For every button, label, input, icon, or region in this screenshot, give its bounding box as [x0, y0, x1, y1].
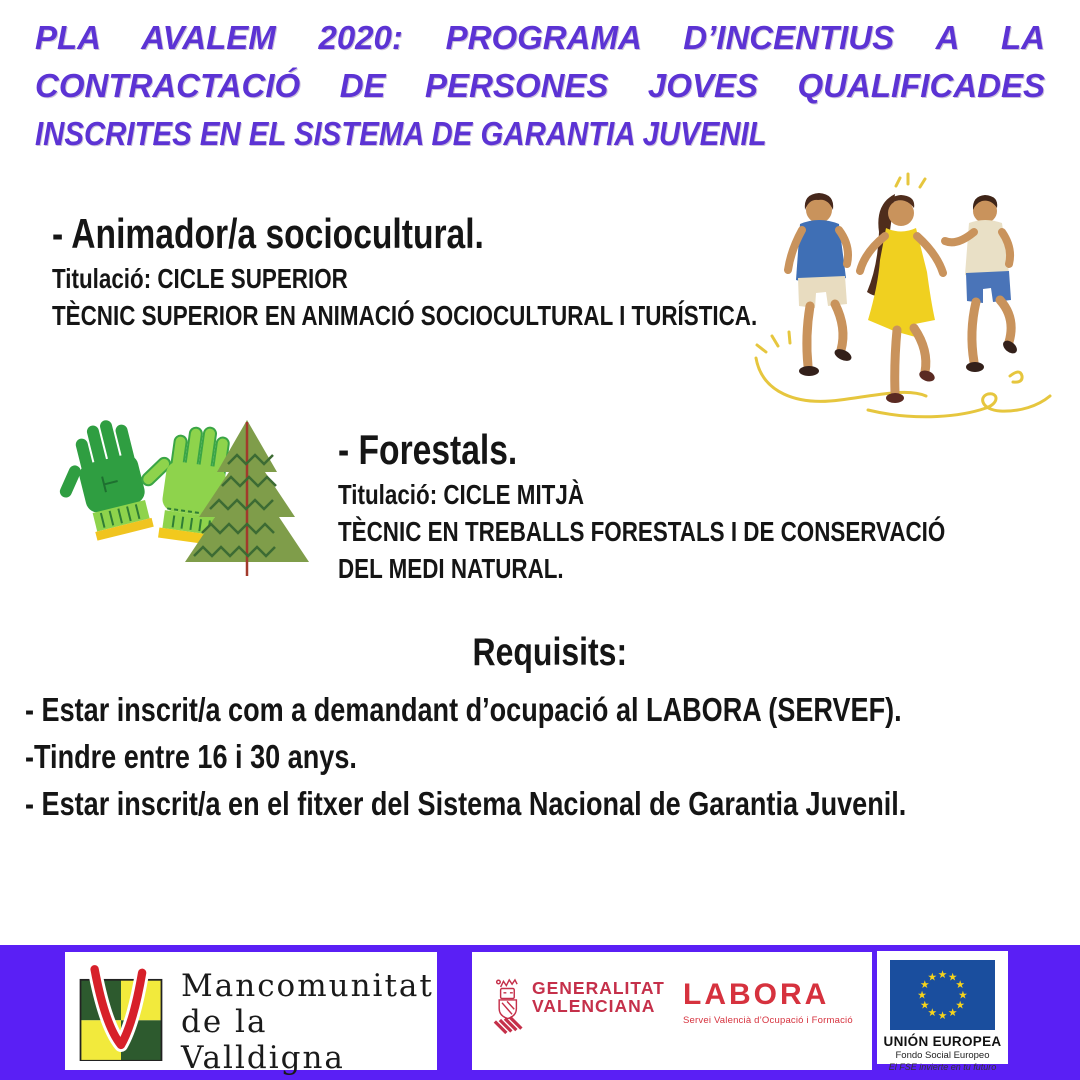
- svg-text:★: ★: [937, 1008, 948, 1022]
- requirement-item: - Estar inscrit/a en el fitxer del Sistema Nacional de Garantia Juvenil.: [25, 785, 907, 822]
- svg-text:★: ★: [927, 1006, 938, 1020]
- runner-right-icon: [945, 195, 1019, 372]
- svg-text:★: ★: [947, 970, 958, 984]
- mancomunitat-name-line: Valldigna: [181, 1040, 345, 1076]
- gloves-tree-illustration: [52, 412, 322, 580]
- labora-tagline: Servei Valencià d’Ocupació i Formació: [683, 1015, 853, 1026]
- eu-motto: El FSE invierte en tu futuro: [888, 1062, 997, 1072]
- glove-dark-icon: [52, 415, 154, 547]
- labora-logo: [683, 980, 853, 1026]
- eu-flag-icon: [889, 960, 996, 1030]
- requirement-item: -Tindre entre 16 i 30 anys.: [25, 738, 357, 775]
- generalitat-name-line: GENERALITAT: [532, 978, 665, 998]
- job-animador-degree-label: Titulació: CICLE SUPERIOR: [52, 263, 348, 294]
- poster-title-line-2: CONTRACTACIÓ DE PERSONES JOVES QUALIFICADES: [35, 67, 1045, 104]
- poster-title: [35, 14, 1045, 158]
- generalitat-name: [532, 979, 665, 1015]
- eu-subtitle: Fondo Social Europeo: [895, 1050, 990, 1061]
- svg-text:★: ★: [920, 998, 930, 1012]
- job-forestals-degree-line-2: DEL MEDI NATURAL.: [338, 553, 564, 584]
- requirement-item: - Estar inscrit/a com a demandant d’ocupació al LABORA (SERVEF).: [25, 691, 902, 728]
- poster-title-line-3: INSCRITES EN EL SISTEMA DE GARANTIA JUVENIL: [35, 115, 767, 152]
- requirements-section: [25, 628, 1075, 827]
- job-animador-section: [52, 208, 934, 334]
- svg-text:★: ★: [955, 998, 965, 1012]
- job-forestals-degree-label: Titulació: CICLE MITJÀ: [338, 479, 584, 510]
- svg-text:★: ★: [927, 970, 938, 984]
- svg-text:★: ★: [947, 1006, 958, 1020]
- svg-text:★: ★: [917, 988, 927, 1002]
- generalitat-valenciana-emblem-icon: [492, 964, 525, 1056]
- job-animador-degree-line: TÈCNIC SUPERIOR EN ANIMACIÓ SOCIOCULTURAL I TURÍSTICA.: [52, 300, 758, 331]
- svg-text:★: ★: [920, 978, 930, 992]
- labora-name: LABORA: [683, 978, 830, 1011]
- generalitat-name-line: VALENCIANA: [532, 996, 656, 1016]
- mancomunitat-valldigna-logo-icon: [77, 962, 165, 1061]
- poster-title-line-1: PLA AVALEM 2020: PROGRAMA D’INCENTIUS A LA: [35, 19, 1045, 56]
- footer-band: [0, 945, 1080, 1080]
- eu-logo-box: [877, 951, 1008, 1072]
- generalitat-labora-logo-box: [472, 952, 872, 1070]
- eu-name: UNIÓN EUROPEA: [883, 1034, 1002, 1049]
- mancomunitat-name-line: Mancomunitat: [181, 968, 434, 1004]
- mancomunitat-name: [181, 968, 434, 1076]
- job-forestals-title: - Forestals.: [338, 426, 518, 473]
- mancomunitat-logo-box: [65, 952, 437, 1076]
- requirements-title: Requisits:: [472, 631, 628, 674]
- svg-text:★: ★: [958, 988, 968, 1002]
- job-animador-title: - Animador/a sociocultural.: [52, 210, 484, 257]
- job-forestals-degree-line-1: TÈCNIC EN TREBALLS FORESTALS I DE CONSERVACIÓ: [338, 516, 946, 547]
- mancomunitat-name-line: de la: [181, 1004, 268, 1040]
- job-forestals-section: [338, 424, 1080, 587]
- svg-text:★: ★: [937, 967, 948, 981]
- svg-text:★: ★: [955, 978, 965, 992]
